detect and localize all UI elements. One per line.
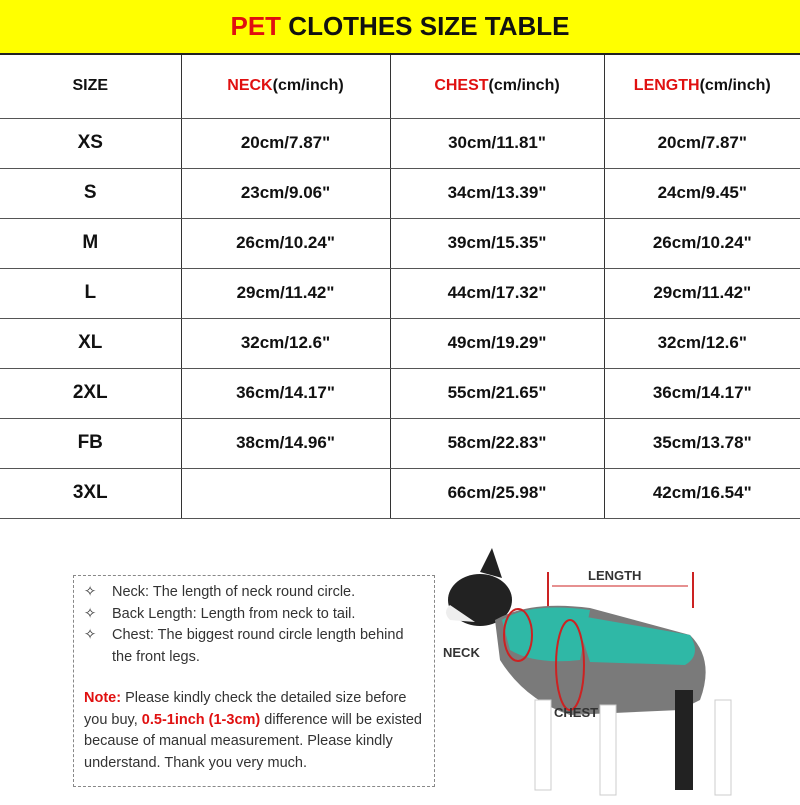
table-row	[0, 168, 800, 218]
star-bullet-icon: ✧	[84, 584, 97, 600]
star-bullet-icon: ✧	[84, 627, 97, 643]
table-row	[0, 268, 800, 318]
measure-cell: 35cm/13.78"	[604, 418, 800, 468]
measure-cell: 55cm/21.65"	[390, 368, 604, 418]
size-cell: L	[0, 268, 181, 318]
column-header: SIZE	[0, 55, 181, 118]
table-row	[0, 418, 800, 468]
measure-cell: 26cm/10.24"	[604, 218, 800, 268]
measure-cell: 38cm/14.96"	[181, 418, 390, 468]
star-bullet-icon: ✧	[84, 605, 97, 622]
table-row	[0, 218, 800, 268]
column-header: NECK(cm/inch)	[181, 55, 390, 118]
measure-cell: 20cm/7.87"	[604, 118, 800, 168]
size-cell: XL	[0, 318, 181, 368]
dog-measurement-diagram: LENGTH NECK CHEST	[440, 540, 800, 800]
measure-cell: 36cm/14.17"	[181, 368, 390, 418]
size-cell: 2XL	[0, 368, 181, 418]
measure-cell: 49cm/19.29"	[390, 318, 604, 368]
measure-cell: 26cm/10.24"	[181, 218, 390, 268]
size-cell: FB	[0, 418, 181, 468]
measure-cell: 24cm/9.45"	[604, 168, 800, 218]
note-text: Note: Please kindly check the detailed size before you buy, 0.5-1inch (1-3cm) difference will be existed because of manual measurement. Please kindly understand. Thank you very much.	[84, 690, 422, 771]
measure-cell: 32cm/12.6"	[181, 318, 390, 368]
table-row	[0, 118, 800, 168]
table-row	[0, 318, 800, 368]
size-cell: S	[0, 168, 181, 218]
page-title: PET CLOTHES SIZE TABLE	[0, 0, 800, 55]
measure-cell: 30cm/11.81"	[390, 118, 604, 168]
measurement-notes: ✧ Neck: The length of neck round circle. ✧ Back Length: Length from neck to tail. ✧ Chest: The biggest round circle length behind the front legs. Note: Please kindly check the detailed size before you buy, 0.5-1inch (1-3cm) difference will be existed because of manual measurement. Please kindly understand. Thank you very much.	[73, 575, 435, 787]
measure-cell: 20cm/7.87"	[181, 118, 390, 168]
measure-cell: 66cm/25.98"	[390, 468, 604, 518]
column-header: LENGTH(cm/inch)	[604, 55, 800, 118]
measure-cell: 39cm/15.35"	[390, 218, 604, 268]
measure-cell: 44cm/17.32"	[390, 268, 604, 318]
table-row	[0, 468, 800, 518]
measure-cell: 42cm/16.54"	[604, 468, 800, 518]
measure-cell	[181, 468, 390, 518]
size-cell: M	[0, 218, 181, 268]
table-row	[0, 368, 800, 418]
size-table	[0, 55, 800, 519]
measure-cell: 29cm/11.42"	[181, 268, 390, 318]
measure-cell: 34cm/13.39"	[390, 168, 604, 218]
size-cell: XS	[0, 118, 181, 168]
measure-cell: 32cm/12.6"	[604, 318, 800, 368]
measure-cell: 58cm/22.83"	[390, 418, 604, 468]
measure-cell: 23cm/9.06"	[181, 168, 390, 218]
column-header: CHEST(cm/inch)	[390, 55, 604, 118]
size-cell: 3XL	[0, 468, 181, 518]
measure-cell: 36cm/14.17"	[604, 368, 800, 418]
table-header-row	[0, 55, 800, 118]
measure-cell: 29cm/11.42"	[604, 268, 800, 318]
